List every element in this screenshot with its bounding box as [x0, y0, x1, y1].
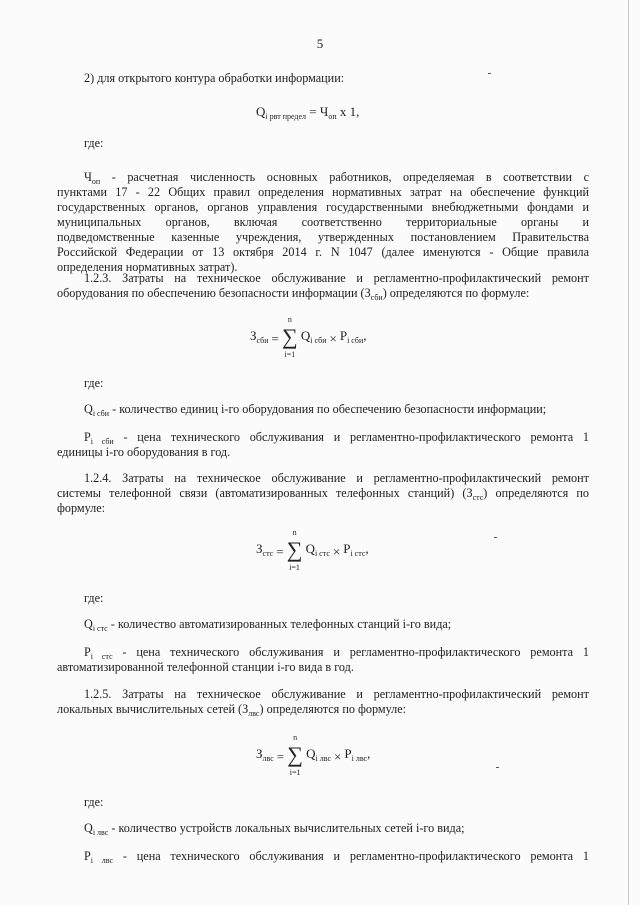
formula-sbi: $З_{сби}$ = n ∑ i=1 $Q_{i сби}$ × $P_{i сби}$, [250, 315, 367, 359]
section-1-2-4-line-1: 1.2.4. Затраты на техническое обслуживание и регламентно-профилактический ремонт [84, 471, 589, 485]
scan-speck [488, 73, 491, 74]
sum-sign-sbi: n ∑ i=1 [282, 315, 298, 359]
page-number: 5 [316, 36, 324, 51]
section-1-2-4-line-3: формуле: [57, 501, 106, 515]
chop-line-4: муниципальных органов, включая соответственно территориальные органы и [57, 215, 589, 229]
formula-sts: $З_{стс}$ = n ∑ i=1 $Q_{i стс}$ × $P_{i стс}$, [256, 528, 369, 572]
q-sbi-definition: $Q_{i сби}$ - количество единиц i-го оборудования по обеспечению безопасности информации; [84, 402, 547, 418]
sum-sign-sts: n ∑ i=1 [286, 528, 303, 572]
chop-line-3: государственных органов, органов управления государственными внебюджетными фондами и [57, 200, 589, 214]
chop-line-2: пунктами 17 - 22 Общих правил определения нормативных затрат на обеспечение функций [57, 185, 589, 199]
q-sts-definition: $Q_{i стс}$ - количество автоматизированных телефонных станций i-го вида; [84, 617, 452, 633]
scan-speck [494, 537, 497, 538]
chop-line-5: подведомственные казенные учреждения, утвержденных постановлением Правительства [57, 230, 589, 244]
where-label: где: [84, 136, 104, 150]
chop-line-1: $Ч_{оп}$ - расчетная численность основных работников, определяемая в соответствии с [84, 170, 589, 186]
section-1-2-4-line-2: системы телефонной связи (автоматизированных телефонных станций) $(З_{стс})$ определяются по [57, 486, 589, 502]
q-lvs-definition: $Q_{i лвс}$ - количество устройств локальных вычислительных сетей i-го вида; [84, 821, 465, 837]
formula-lvs: $З_{лвс}$ = n ∑ i=1 $Q_{i лвс}$ × $P_{i лвс}$, [256, 733, 371, 777]
where-label: где: [84, 795, 104, 809]
section-1-2-3-line-2: оборудования по обеспечению безопасности информации $(З_{сби})$ определяются по формуле: [57, 286, 530, 302]
p-sts-definition-line-1: $P_{i стс}$ - цена технического обслуживания и регламентно-профилактического ремонта 1 [84, 645, 590, 661]
chop-line-6: Российской Федерации от 13 октября 2014 г. N 1047 (далее именуются - Общие правила [57, 245, 589, 259]
section-1-2-5-line-1: 1.2.5. Затраты на техническое обслуживание и регламентно-профилактический ремонт [84, 687, 589, 701]
p-lvs-definition-line-1: $P_{i лвс}$ - цена технического обслуживания и регламентно-профилактического ремонта 1 [84, 849, 590, 865]
p-sts-definition-line-2: автоматизированной телефонной станции i-го вида в год. [57, 660, 354, 674]
item-2-heading: 2) для открытого контура обработки информации: [84, 71, 345, 85]
page-edge-shadow [628, 0, 629, 905]
p-sbi-definition-line-1: $P_{i сби}$ - цена технического обслуживания и регламентно-профилактического ремонта 1 [84, 430, 589, 446]
sum-sign-lvs: n ∑ i=1 [287, 733, 303, 777]
formula-q-limit: $Q_{i рвт предел} = Ч_{оп}$ x 1, [256, 104, 360, 121]
chop-line-7: определения нормативных затрат). [57, 260, 238, 274]
where-label: где: [84, 376, 104, 390]
scan-speck [496, 767, 499, 768]
section-1-2-5-line-2: локальных вычислительных сетей $(З_{лвс})$ определяются по формуле: [57, 702, 407, 718]
p-sbi-definition-line-2: единицы i-го оборудования в год. [57, 445, 231, 459]
where-label: где: [84, 591, 104, 605]
section-1-2-3-line-1: 1.2.3. Затраты на техническое обслуживание и регламентно-профилактический ремонт [84, 271, 589, 285]
